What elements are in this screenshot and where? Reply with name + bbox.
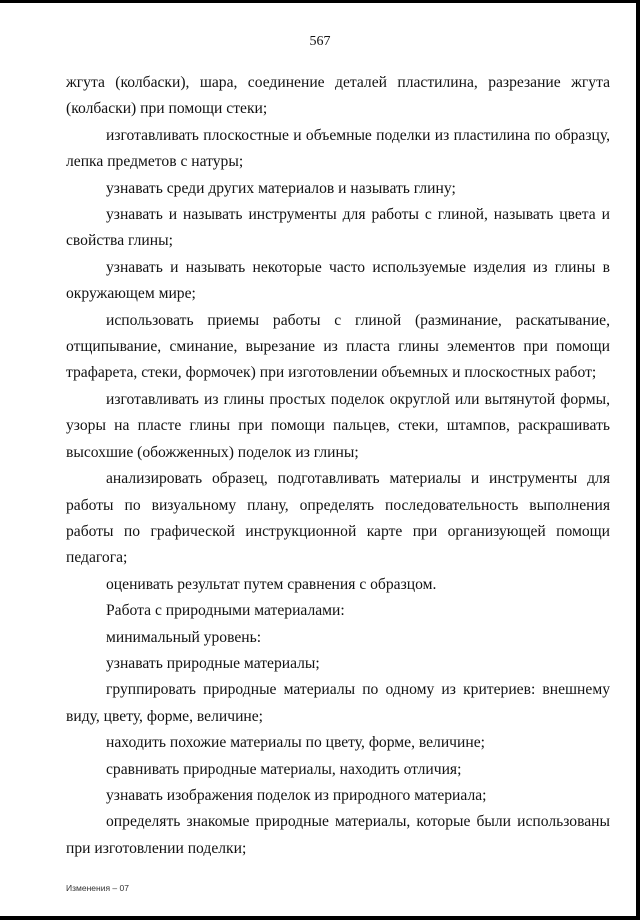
- paragraph: узнавать и называть инструменты для работы с глиной, называть цвета и свойства глины;: [66, 206, 610, 250]
- paragraph: использовать приемы работы с глиной (разминание, раскатывание, отщипывание, сминание, вырезание из пласта глины элементов при помощи трафарета, стеки, формочек) при изготовлении объемных и плоскостных работ;: [66, 311, 610, 382]
- paragraph: анализировать образец, подготавливать материалы и инструменты для работы по визуальному плану, определять последовательность выполнения работы по графической инструкционной карте при организующей помощи педагога;: [66, 470, 610, 567]
- paragraph: жгута (колбаски), шара, соединение деталей пластилина, разрезание жгута (колбаски) при помощи стеки;: [66, 74, 610, 118]
- paragraph: группировать природные материалы по одному из критериев: внешнему виду, цвету, форме, величине;: [66, 681, 610, 725]
- revision-footer: Изменения – 07: [66, 883, 129, 893]
- paragraph: определять знакомые природные материалы, которые были использованы при изготовлении поделки;: [66, 813, 610, 857]
- paragraph: узнавать среди других материалов и называть глину;: [106, 179, 456, 197]
- paragraph: узнавать изображения поделок из природного материала;: [106, 786, 487, 804]
- paragraph: находить похожие материалы по цвету, форме, величине;: [106, 734, 485, 752]
- page-number: 567: [309, 34, 331, 49]
- body-text: [66, 70, 610, 862]
- paragraph: узнавать природные материалы;: [106, 654, 320, 672]
- section-heading: Работа с природными материалами:: [106, 602, 345, 620]
- paragraph: изготавливать плоскостные и объемные поделки из пластилина по образцу, лепка предметов с натуры;: [66, 126, 610, 171]
- level-heading: минимальный уровень:: [106, 628, 262, 646]
- paragraph: изготавливать из глины простых поделок округлой или вытянутой формы, узоры на пласте глины при помощи пальцев, стеки, штампов, раскрашивать высохшие (обожженных) поделок из глины;: [66, 390, 610, 461]
- paragraph: оценивать результат путем сравнения с образцом.: [106, 575, 437, 593]
- scan-border-top: [0, 0, 640, 3]
- paragraph: сравнивать природные материалы, находить отличия;: [106, 760, 462, 778]
- scan-border-bottom: [0, 916, 640, 920]
- paragraph: узнавать и называть некоторые часто используемые изделия из глины в окружающем мире;: [66, 258, 610, 303]
- scan-border-right: [636, 0, 640, 920]
